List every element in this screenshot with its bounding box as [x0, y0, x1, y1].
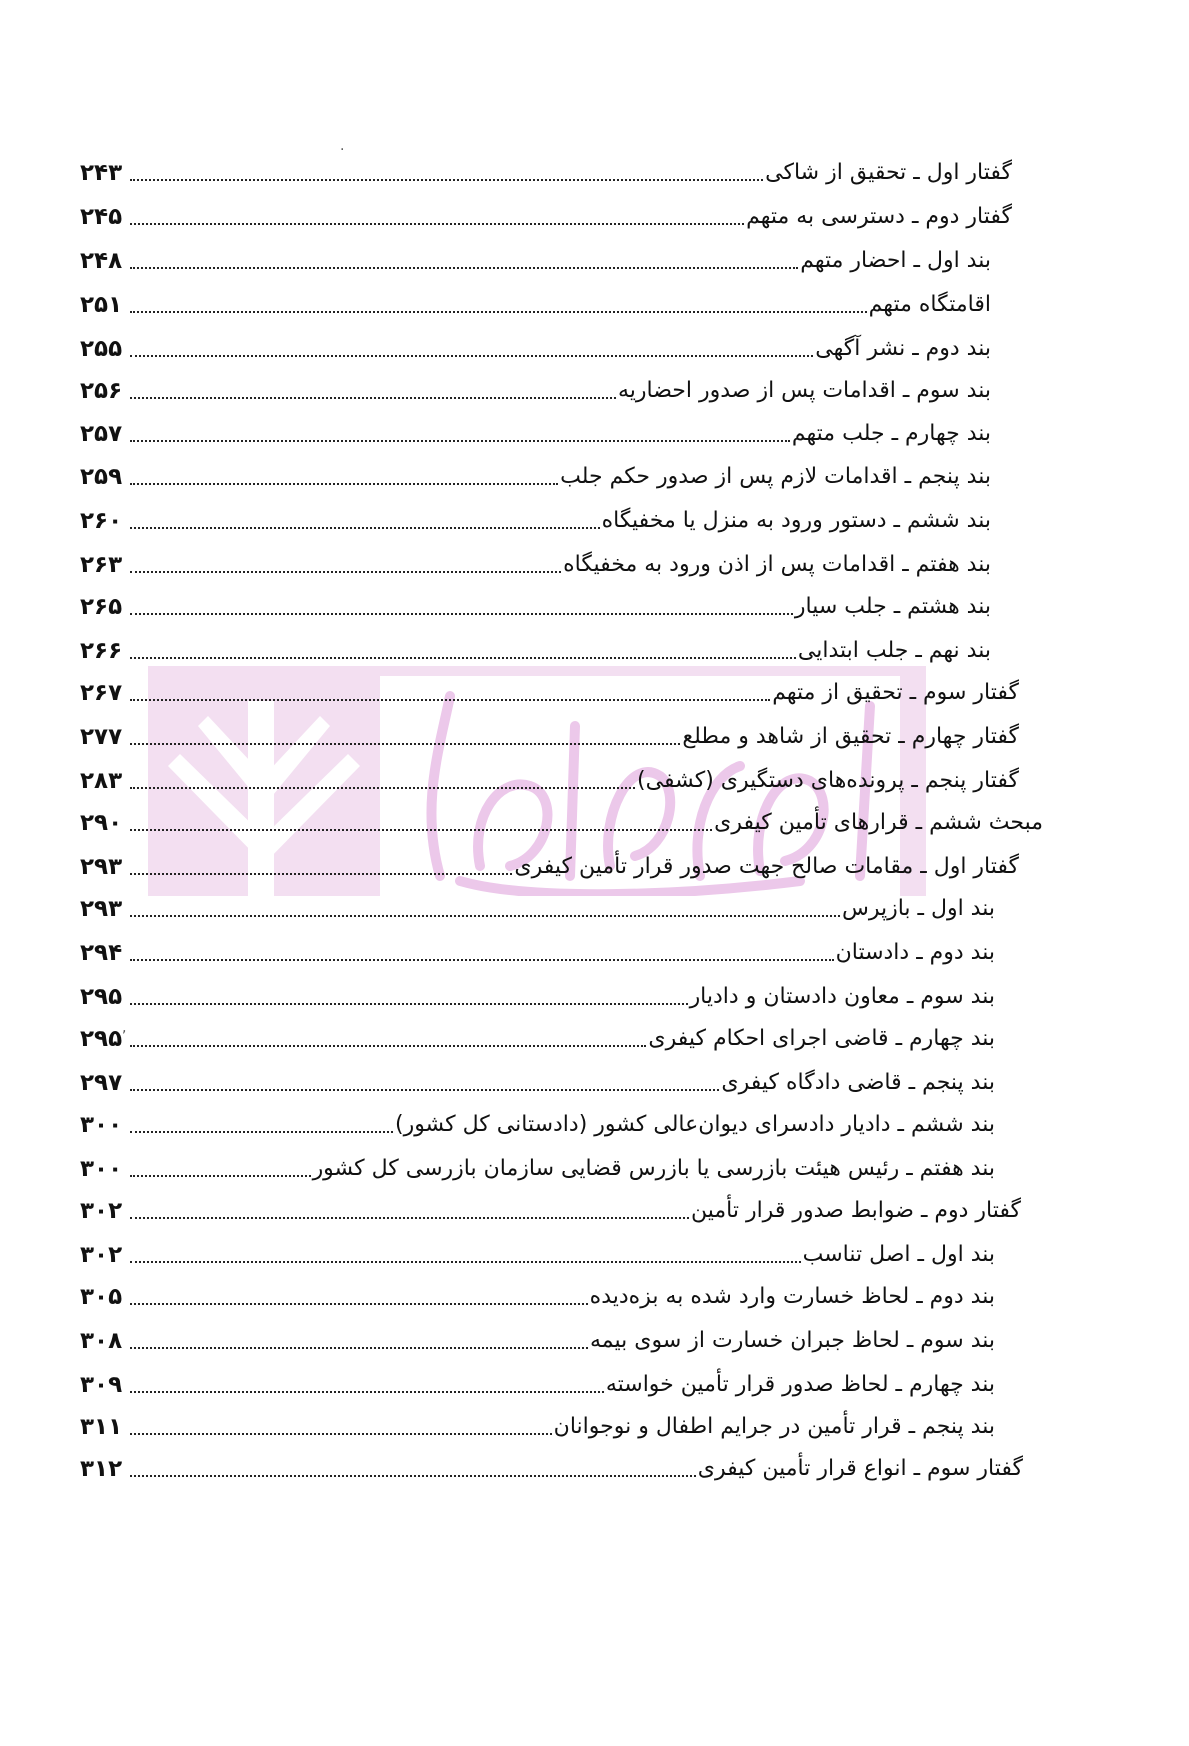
toc-entry-title: بند پنجم ـ قاضی دادگاه کیفری — [721, 1070, 995, 1095]
toc-entry[interactable] — [80, 1316, 995, 1356]
toc-entry-page: ۳۰۲ — [80, 1198, 123, 1224]
toc-entry-title: بند اول ـ بازپرس — [841, 896, 995, 921]
toc-entry[interactable] — [80, 884, 995, 924]
toc-entry[interactable] — [80, 1444, 1023, 1484]
toc-entry-title: بند سوم ـ اقدامات پس از صدور احضاریه — [617, 378, 991, 403]
toc-entry-title: بند سوم ـ لحاظ جبران خسارت از سوی بیمه — [589, 1328, 995, 1353]
dot-leader — [130, 311, 867, 313]
toc-entry-title: گفتار پنجم ـ پرونده‌های دستگیری (کشفی) — [637, 768, 1019, 793]
toc-entry[interactable] — [80, 1100, 995, 1140]
toc-entry[interactable] — [80, 1144, 995, 1184]
toc-entry[interactable] — [80, 496, 991, 536]
toc-entry-page: ۲۹۳ — [80, 854, 123, 880]
toc-entry[interactable] — [80, 626, 991, 666]
toc-entry-title: گفتار چهارم ـ تحقیق از شاهد و مطلع — [682, 724, 1019, 749]
toc-entry[interactable] — [80, 236, 991, 276]
dot-leader — [130, 1217, 689, 1219]
toc-entry-title: گفتار دوم ـ دسترسی به متهم — [746, 204, 1012, 229]
toc-entry-page: ۳۰۹ — [80, 1372, 123, 1398]
toc-entry-page: ۲۵۵ — [80, 336, 123, 362]
toc-entry[interactable] — [80, 148, 1012, 188]
toc-entry-title: بند ششم ـ دستور ورود به منزل یا مخفیگاه — [601, 508, 991, 533]
toc-entry-page: ۲۴۸ — [80, 248, 123, 274]
dot-leader — [130, 223, 744, 225]
dot-leader — [130, 787, 635, 789]
toc-entry[interactable] — [80, 842, 1019, 882]
dot-leader — [130, 483, 558, 485]
toc-entry[interactable] — [80, 366, 991, 406]
toc-entry-title: بند دوم ـ نشر آگهی — [815, 336, 991, 361]
toc-entry[interactable] — [80, 712, 1019, 752]
toc-entry-title: گفتار سوم ـ انواع قرار تأمین کیفری — [697, 1456, 1023, 1481]
dot-leader — [130, 1131, 393, 1133]
toc-entry-title: بند اول ـ اصل تناسب — [802, 1242, 995, 1267]
dot-leader — [130, 571, 561, 573]
toc-entry-title: اقامتگاه متهم — [868, 292, 991, 317]
toc-entry-title: بند دوم ـ لحاظ خسارت وارد شده به بزه‌دیده — [589, 1284, 995, 1309]
dot-leader — [130, 915, 840, 917]
toc-entry-page: ۲۸۳ — [80, 768, 123, 794]
toc-entry-title: بند چهارم ـ قاضی اجرای احکام کیفری — [648, 1026, 995, 1051]
toc-entry-title: بند نهم ـ جلب ابتدایی — [797, 638, 991, 663]
toc-entry[interactable] — [80, 540, 991, 580]
toc-entry[interactable] — [80, 1272, 995, 1312]
dot-leader — [130, 1175, 311, 1177]
toc-entry[interactable] — [80, 582, 991, 622]
toc-entry-page: ۲۹۵ — [80, 1026, 123, 1052]
toc-entry[interactable] — [80, 668, 1019, 708]
dot-leader — [130, 1045, 646, 1047]
toc-entry[interactable] — [80, 192, 1012, 232]
toc-entry[interactable] — [80, 798, 1043, 838]
dot-leader — [130, 829, 712, 831]
toc-entry-page: ۳۰۵ — [80, 1284, 123, 1310]
toc-entry[interactable] — [80, 972, 995, 1012]
toc-entry[interactable] — [80, 324, 991, 364]
toc-entry-page: ۲۶۵ — [80, 594, 123, 620]
toc-entry-title: گفتار اول ـ تحقیق از شاکی — [765, 160, 1012, 185]
toc-entry-page: ۲۵۷ — [80, 421, 123, 447]
dot-leader — [130, 1303, 588, 1305]
scan-speck: · — [340, 142, 345, 158]
toc-entry-page: ۲۵۱ — [80, 292, 123, 318]
toc-entry-title: بند اول ـ احضار متهم — [800, 248, 991, 273]
toc-entry-title: گفتار دوم ـ ضوابط صدور قرار تأمین — [690, 1198, 1021, 1223]
dot-leader — [130, 440, 790, 442]
toc-entry-title: بند پنجم ـ اقدامات لازم پس از صدور حکم جلب — [560, 464, 991, 489]
dot-leader — [130, 267, 798, 269]
toc-entry[interactable] — [80, 452, 991, 492]
toc-entry[interactable] — [80, 756, 1019, 796]
toc-entry-page: ۳۰۲ — [80, 1242, 123, 1268]
toc-entry-title: گفتار اول ـ مقامات صالح جهت صدور قرار تأمین کیفری — [514, 854, 1019, 879]
toc-entry-page: ۲۹۵ — [80, 984, 123, 1010]
toc-entry-title: بند چهارم ـ جلب متهم — [791, 421, 991, 446]
toc-entry-page: ۳۰۰ — [80, 1112, 123, 1138]
toc-entry-page: ۲۹۰ — [80, 810, 123, 836]
dot-leader — [130, 527, 600, 529]
toc-entry[interactable] — [80, 409, 991, 449]
toc-entry-title: بند ششم ـ دادیار دادسرای دیوان‌عالی کشور (دادستانی کل کشور) — [394, 1112, 995, 1137]
toc-entry-page: ۲۶۰ — [80, 508, 123, 534]
toc-entry-page: ۳۰۰ — [80, 1156, 123, 1182]
dot-leader — [130, 1391, 604, 1393]
toc-entry-page: ۳۰۸ — [80, 1328, 123, 1354]
dot-leader — [130, 699, 770, 701]
toc-entry[interactable] — [80, 1014, 995, 1054]
toc-entry-title: بند هفتم ـ اقدامات پس از اذن ورود به مخفیگاه — [563, 552, 991, 577]
toc-entry-page: ۲۵۹ — [80, 464, 123, 490]
toc-entry-page: ۲۵۶ — [80, 378, 123, 404]
dot-leader — [130, 657, 796, 659]
toc-entry[interactable] — [80, 1230, 995, 1270]
dot-leader — [130, 743, 680, 745]
toc-entry-title: بند هشتم ـ جلب سیار — [794, 594, 991, 619]
dot-leader — [130, 1433, 552, 1435]
toc-entry-title: بند دوم ـ دادستان — [835, 940, 995, 965]
toc-entry-page: ۲۶۳ — [80, 552, 123, 578]
dot-leader — [130, 355, 813, 357]
toc-entry-page: ۲۴۵ — [80, 204, 123, 230]
toc-entry-page: ۲۷۷ — [80, 724, 123, 750]
toc-entry-page: ۲۹۴ — [80, 940, 123, 966]
dot-leader — [130, 397, 616, 399]
toc-entry-page: ۲۶۷ — [80, 680, 123, 706]
toc-entry-page: ۲۶۶ — [80, 638, 123, 664]
toc-entry-page: ۳۱۲ — [80, 1456, 123, 1482]
dot-leader — [130, 873, 512, 875]
dot-leader — [130, 1347, 588, 1349]
toc-entry[interactable] — [80, 1402, 995, 1442]
dot-leader — [130, 1089, 719, 1091]
toc-entry[interactable] — [80, 928, 995, 968]
toc-entry-page: ۲۹۳ — [80, 896, 123, 922]
dot-leader — [130, 1261, 801, 1263]
toc-entry-page: ۲۹۷ — [80, 1070, 123, 1096]
toc-entry-page: ۲۴۳ — [80, 160, 123, 186]
toc-entry[interactable] — [80, 1058, 995, 1098]
toc-entry[interactable] — [80, 1186, 1021, 1226]
scan-speck: , — [122, 1020, 127, 1036]
dot-leader — [130, 613, 793, 615]
toc-entry-page: ۳۱۱ — [80, 1414, 123, 1440]
dot-leader — [130, 179, 763, 181]
toc-entry-title: بند سوم ـ معاون دادستان و دادیار — [689, 984, 995, 1009]
toc-entry-title: بند پنجم ـ قرار تأمین در جرایم اطفال و نوجوانان — [553, 1414, 995, 1439]
toc-entry-title: مبحث ششم ـ قرارهای تأمین کیفری — [714, 810, 1043, 835]
dot-leader — [130, 1003, 688, 1005]
toc-entry[interactable] — [80, 1360, 995, 1400]
toc-entry-title: گفتار سوم ـ تحقیق از متهم — [772, 680, 1019, 705]
toc-entry-title: بند چهارم ـ لحاظ صدور قرار تأمین خواسته — [605, 1372, 995, 1397]
dot-leader — [130, 1475, 696, 1477]
dot-leader — [130, 959, 834, 961]
toc-entry-title: بند هفتم ـ رئیس هیئت بازرسی یا بازرس قضایی سازمان بازرسی کل کشور — [312, 1156, 995, 1181]
toc-entry[interactable] — [80, 280, 991, 320]
